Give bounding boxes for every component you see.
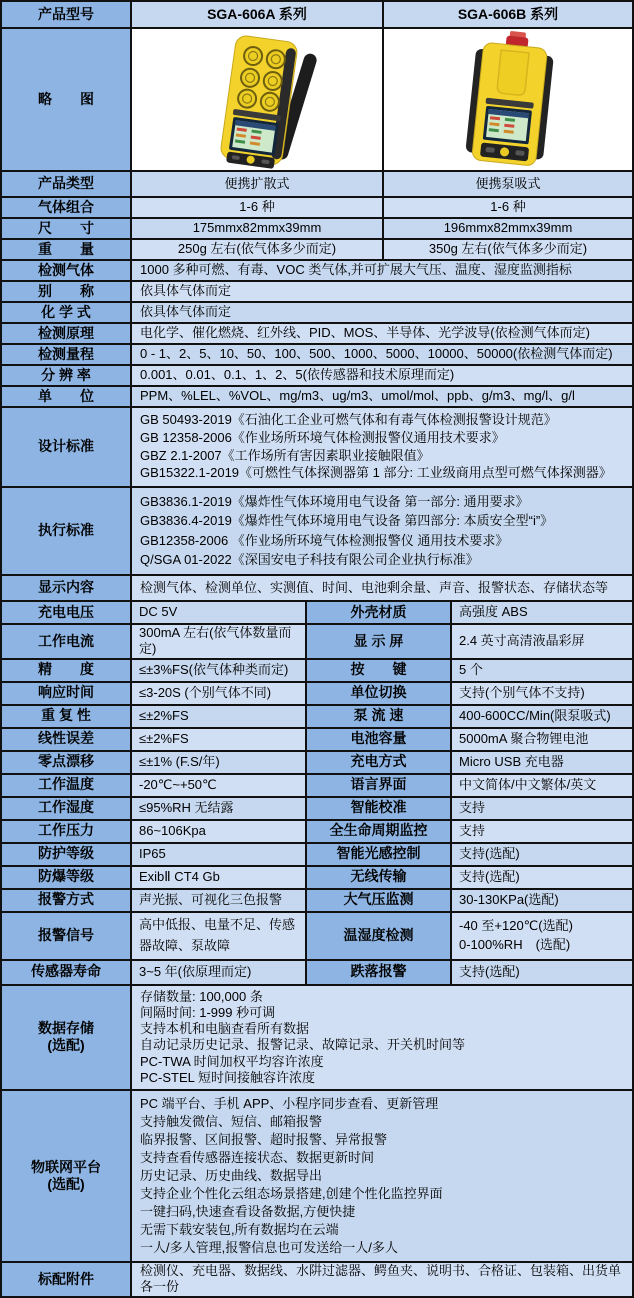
spec-row-iot-platform	[2, 1091, 634, 1263]
standard-line: GB12358-2006 《作业场所环境气体检测报警仪 通用技术要求》	[140, 532, 509, 548]
value-series-a: 250g 左右(依气体多少而定)	[132, 240, 384, 261]
row-value	[132, 986, 634, 1092]
row-value: 检测气体、检测单位、实测值、时间、电池剩余量、声音、报警状态、存储状态等	[132, 576, 634, 602]
spec-row-alarm-signal	[2, 913, 634, 961]
row-label-right: 单位切换	[307, 683, 452, 706]
row-label: 工作电流	[2, 625, 132, 660]
spec-row-working-current	[2, 625, 634, 660]
row-value-right: 支持	[452, 821, 634, 844]
row-label-right: 语言界面	[307, 775, 452, 798]
storage-line: PC-TWA 时间加权平均容许浓度	[140, 1053, 324, 1069]
row-label-right: 无线传输	[307, 867, 452, 890]
row-value-right: 30-130KPa(选配)	[452, 890, 634, 913]
header-row	[2, 2, 634, 29]
row-label: 标配附件	[2, 1263, 132, 1298]
row-value-left: 86~106Kpa	[132, 821, 307, 844]
row-label: 工作温度	[2, 775, 132, 798]
spec-row-design-standards	[2, 408, 634, 488]
spec-row-detected-gases	[2, 261, 634, 282]
spec-row-product-type	[2, 172, 634, 198]
row-label-right: 全生命周期监控	[307, 821, 452, 844]
row-label-right: 显 示 屏	[307, 625, 452, 660]
row-label	[2, 1091, 132, 1263]
row-label-right: 智能校准	[307, 798, 452, 821]
row-value: 依具体气体而定	[132, 282, 634, 303]
row-label: 重 复 性	[2, 706, 132, 729]
row-label: 防爆等级	[2, 867, 132, 890]
row-label: 尺 寸	[2, 219, 132, 240]
row-value-left: ≤±2%FS	[132, 706, 307, 729]
row-label-right: 大气压监测	[307, 890, 452, 913]
spec-row-data-storage	[2, 986, 634, 1092]
series-b-title: SGA-606B 系列	[384, 2, 634, 29]
row-value-right: 400-600CC/Min(限泵吸式)	[452, 706, 634, 729]
row-label: 别 称	[2, 282, 132, 303]
row-value-right: 支持	[452, 798, 634, 821]
product-model-label: 产品型号	[2, 2, 132, 29]
spec-row-detection-principle	[2, 324, 634, 345]
spec-row-explosion-proof-rating	[2, 867, 634, 890]
row-value	[132, 488, 634, 576]
product-image-sga-606b	[384, 29, 634, 172]
row-label: 分 辨 率	[2, 366, 132, 387]
row-value	[132, 408, 634, 488]
row-label-right: 充电方式	[307, 752, 452, 775]
row-value-left: ≤±3%FS(依气体种类而定)	[132, 660, 307, 683]
row-label-line: (选配)	[47, 1037, 85, 1054]
value-series-a: 1-6 种	[132, 198, 384, 219]
row-value-right: 2.4 英寸高清液晶彩屏	[452, 625, 634, 660]
row-value: 电化学、催化燃烧、红外线、PID、MOS、半导体、光学波导(依检测气体而定)	[132, 324, 634, 345]
row-value: 检测仪、充电器、数据线、水阱过滤器、鳄鱼夹、说明书、合格证、包装箱、出货单各一份	[132, 1263, 634, 1298]
row-label: 执行标准	[2, 488, 132, 576]
row-label: 充电电压	[2, 602, 132, 625]
row-label: 报警信号	[2, 913, 132, 961]
standard-line: GB 12358-2006《作业场所环境气体检测报警仪通用技术要求》	[140, 430, 505, 446]
spec-row-working-humidity	[2, 798, 634, 821]
spec-row-chemical-formula	[2, 303, 634, 324]
spec-row-repeatability	[2, 706, 634, 729]
row-value-left: 300mA 左右(依气体数量而定)	[132, 625, 307, 660]
row-label: 化 学 式	[2, 303, 132, 324]
row-value-right: 支持(个别气体不支持)	[452, 683, 634, 706]
row-label: 零点漂移	[2, 752, 132, 775]
spec-row-accuracy	[2, 660, 634, 683]
row-value-right: 高强度 ABS	[452, 602, 634, 625]
row-label: 工作压力	[2, 821, 132, 844]
row-label: 检测原理	[2, 324, 132, 345]
row-label: 重 量	[2, 240, 132, 261]
spec-row-working-temperature	[2, 775, 634, 798]
iot-line: 一人/多人管理,报警信息也可发送给一人/多人	[140, 1239, 398, 1255]
spec-row-protection-rating	[2, 844, 634, 867]
row-value: PPM、%LEL、%VOL、mg/m3、ug/m3、umol/mol、ppb、g/m3、mg/l、g/l	[132, 387, 634, 408]
row-label-right: 跌落报警	[307, 961, 452, 986]
spec-row-linearity-error	[2, 729, 634, 752]
row-label: 响应时间	[2, 683, 132, 706]
standard-line: GBZ 2.1-2007《工作场所有害因素职业接触限值》	[140, 447, 430, 463]
row-value-right: 5 个	[452, 660, 634, 683]
row-label: 工作湿度	[2, 798, 132, 821]
row-value: 依具体气体而定	[132, 303, 634, 324]
spec-row-display-content	[2, 576, 634, 602]
row-label: 设计标准	[2, 408, 132, 488]
iot-line: 一键扫码,快速查看设备数据,方便快捷	[140, 1203, 356, 1219]
product-image-sga-606a	[132, 29, 384, 172]
row-label-line: 物联网平台	[31, 1158, 101, 1175]
spec-row-units	[2, 387, 634, 408]
row-label: 显示内容	[2, 576, 132, 602]
iot-line: 支持企业个性化云组态场景搭建,创建个性化监控界面	[140, 1185, 443, 1201]
value-series-a: 175mmx82mmx39mm	[132, 219, 384, 240]
temp-range-value: -40 至+120℃(选配)	[459, 917, 573, 933]
spec-row-sensor-life	[2, 961, 634, 986]
spec-row-response-time	[2, 683, 634, 706]
row-value-right: 5000mA 聚合物锂电池	[452, 729, 634, 752]
row-label-right: 外壳材质	[307, 602, 452, 625]
spec-row-dimensions	[2, 219, 634, 240]
value-series-b: 便携泵吸式	[384, 172, 634, 198]
row-label: 检测气体	[2, 261, 132, 282]
row-value: 0.001、0.01、0.1、1、2、5(依传感器和技术原理而定)	[132, 366, 634, 387]
row-value-left: 3~5 年(依原理而定)	[132, 961, 307, 986]
spec-row-weight	[2, 240, 634, 261]
row-value-left: ≤95%RH 无结露	[132, 798, 307, 821]
device-a-illustration	[132, 30, 382, 169]
row-label: 传感器寿命	[2, 961, 132, 986]
spec-row-execution-standards	[2, 488, 634, 576]
standard-line: Q/SGA 01-2022《深国安电子科技有限公司企业执行标准》	[140, 551, 479, 567]
row-value-left: ≤±1% (F.S/年)	[132, 752, 307, 775]
row-value-left: IP65	[132, 844, 307, 867]
iot-line: PC 端平台、手机 APP、小程序同步查看、更新管理	[140, 1095, 439, 1111]
row-label: 精 度	[2, 660, 132, 683]
row-label-right: 泵 流 速	[307, 706, 452, 729]
storage-line: 支持本机和电脑查看所有数据	[140, 1021, 310, 1036]
row-label: 单 位	[2, 387, 132, 408]
row-value-left: ExibⅡ CT4 Gb	[132, 867, 307, 890]
row-label: 气体组合	[2, 198, 132, 219]
row-label-right: 按 键	[307, 660, 452, 683]
iot-line: 支持查看传感器连接状态、数据更新时间	[140, 1149, 375, 1165]
spec-row-alarm-mode	[2, 890, 634, 913]
row-value-left: -20℃~+50℃	[132, 775, 307, 798]
spec-row-alias	[2, 282, 634, 303]
spec-row-charging-voltage	[2, 602, 634, 625]
spec-row-detection-range	[2, 345, 634, 366]
row-label-right: 智能光感控制	[307, 844, 452, 867]
row-value-right: 支持(选配)	[452, 867, 634, 890]
row-label-line: 数据存储	[38, 1019, 94, 1036]
standard-line: GB3836.4-2019《爆炸性气体环境用电气设备 第四部分: 本质安全型“i”》	[140, 513, 554, 529]
spec-row-accessories	[2, 1263, 634, 1298]
standard-line: GB3836.1-2019《爆炸性气体环境用电气设备 第一部分: 通用要求》	[140, 494, 529, 509]
standard-line: GB 50493-2019《石油化工企业可燃气体和有毒气体检测报警设计规范》	[140, 412, 557, 428]
humidity-range-value: 0-100%RH (选配)	[459, 937, 571, 953]
row-value-left: DC 5V	[132, 602, 307, 625]
row-label: 防护等级	[2, 844, 132, 867]
row-value-left: 声光振、可视化三色报警	[132, 890, 307, 913]
row-label: 线性误差	[2, 729, 132, 752]
value-series-a: 便携扩散式	[132, 172, 384, 198]
row-value-right: 中文简体/中文繁体/英文	[452, 775, 634, 798]
series-a-title: SGA-606A 系列	[132, 2, 384, 29]
row-value	[132, 1091, 634, 1263]
device-b-illustration	[384, 30, 632, 169]
row-value-right	[452, 913, 634, 961]
row-value-left: ≤3-20S (个别气体不同)	[132, 683, 307, 706]
row-label: 检测量程	[2, 345, 132, 366]
row-value-right: 支持(选配)	[452, 844, 634, 867]
storage-line: 自动记录历史记录、报警记录、故障记录、开关机时间等	[140, 1037, 466, 1053]
iot-line: 无需下载安装包,所有数据均在云端	[140, 1221, 339, 1237]
storage-line: 间隔时间: 1-999 秒可调	[140, 1004, 276, 1020]
spec-row-resolution	[2, 366, 634, 387]
row-label-right: 电池容量	[307, 729, 452, 752]
spec-row-zero-drift	[2, 752, 634, 775]
sketch-label: 略 图	[2, 29, 132, 172]
row-label: 报警方式	[2, 890, 132, 913]
value-series-b: 1-6 种	[384, 198, 634, 219]
iot-line: 支持触发微信、短信、邮箱报警	[140, 1113, 323, 1129]
iot-line: 临界报警、区间报警、超时报警、异常报警	[140, 1131, 388, 1147]
row-value-right: 支持(选配)	[452, 961, 634, 986]
standard-line: GB15322.1-2019《可燃性气体探测器第 1 部分: 工业级商用点型可燃气体探测器》	[140, 465, 612, 481]
spec-row-gas-combination	[2, 198, 634, 219]
iot-line: 历史记录、历史曲线、数据导出	[140, 1167, 323, 1183]
row-value-left: 高中低报、电量不足、传感器故障、泵故障	[132, 913, 307, 961]
row-label-right: 温湿度检测	[307, 913, 452, 961]
storage-line: PC-STEL 短时间接触容许浓度	[140, 1069, 316, 1085]
row-label: 产品类型	[2, 172, 132, 198]
value-series-b: 350g 左右(依气体多少而定)	[384, 240, 634, 261]
row-label-line: (选配)	[47, 1176, 85, 1192]
row-label	[2, 986, 132, 1092]
value-series-b: 196mmx82mmx39mm	[384, 219, 634, 240]
spec-row-working-pressure	[2, 821, 634, 844]
sketch-row	[2, 29, 634, 172]
row-value-right: Micro USB 充电器	[452, 752, 634, 775]
row-value-left: ≤±2%FS	[132, 729, 307, 752]
row-value: 0 - 1、2、5、10、50、100、500、1000、5000、10000、50000(依检测气体而定)	[132, 345, 634, 366]
storage-line: 存储数量: 100,000 条	[140, 988, 263, 1004]
row-value: 1000 多种可燃、有毒、VOC 类气体,并可扩展大气压、温度、湿度监测指标	[132, 261, 634, 282]
